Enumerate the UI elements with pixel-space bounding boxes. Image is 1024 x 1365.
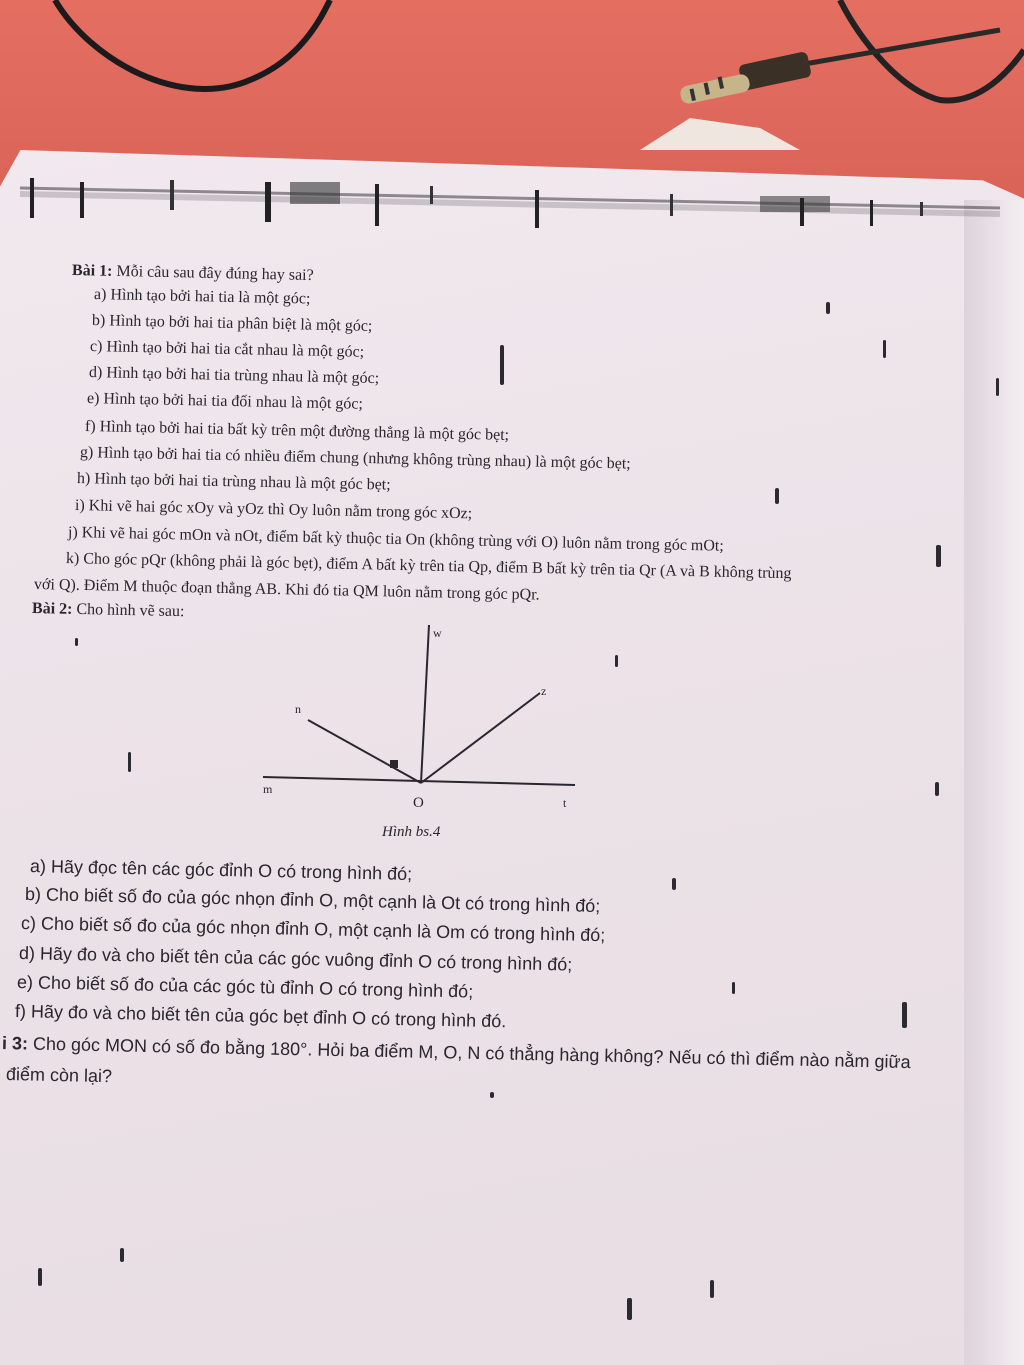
toner-speck xyxy=(732,982,735,994)
toner-speck xyxy=(128,752,131,772)
label-t: t xyxy=(563,796,567,810)
toner-speck xyxy=(672,878,676,890)
label-z: z xyxy=(541,684,547,698)
exercise-1-item-h: h) Hình tạo bởi hai tia trùng nhau là một góc bẹt; xyxy=(76,470,391,494)
label-o: O xyxy=(413,795,424,811)
exercise-3-question-cont: điểm còn lại? xyxy=(5,1064,113,1087)
exercise-1-item-d: d) Hình tạo bởi hai tia trùng nhau là một góc; xyxy=(88,364,380,388)
toner-speck xyxy=(615,655,618,667)
toner-speck xyxy=(627,1298,632,1320)
exercise-1-item-i: i) Khi vẽ hai góc xOy và yOz thì Oy luôn nằm trong góc xOz; xyxy=(74,497,473,523)
right-angle-mark xyxy=(390,760,398,768)
exercise-1-item-g: g) Hình tạo bởi hai tia có nhiều điểm chung (nhưng không trùng nhau) là một góc bẹt; xyxy=(79,444,631,473)
exercise-1-item-j: j) Khi vẽ hai góc mOn và nOt, điểm bất kỳ thuộc tia On (không trùng với O) luôn nằm trong góc mOt; xyxy=(67,524,724,555)
exercise-3-label: i 3: xyxy=(1,1033,29,1054)
toner-speck xyxy=(883,340,886,358)
toner-speck xyxy=(902,1002,907,1028)
toner-speck xyxy=(120,1248,124,1262)
toner-speck xyxy=(75,638,78,646)
exercise-1-item-k: k) Cho góc pQr (không phải là góc bẹt), điểm A bất kỳ trên tia Qp, điểm B bất kỳ trên tia Qr (A và B không trùng xyxy=(65,550,792,583)
exercise-2-item-f: f) Hãy đo và cho biết tên của góc bẹt đỉnh O có trong hình đó. xyxy=(14,1001,507,1032)
label-w: w xyxy=(433,626,442,640)
exercise-2-title xyxy=(32,600,185,621)
label-m: m xyxy=(263,782,273,796)
exercise-2-item-e: e) Cho biết số đo của các góc tù đỉnh O có trong hình đó; xyxy=(16,972,474,1002)
exercise-2-item-c: c) Cho biết số đo của góc nhọn đỉnh O, một cạnh là Om có trong hình đó; xyxy=(20,913,606,946)
exercise-3-question: Cho góc MON có số đo bằng 180°. Hỏi ba điểm M, O, N có thẳng hàng không? Nếu có thì điểm nào nằm giữa xyxy=(27,1033,911,1073)
exercise-1-item-k-cont: với Q). Điểm M thuộc đoạn thẳng AB. Khi đó tia QM luôn nằm trong góc pQr. xyxy=(33,576,540,604)
exercise-2-prompt: Cho hình vẽ sau: xyxy=(72,600,185,621)
exercise-1-item-a: a) Hình tạo bởi hai tia là một góc; xyxy=(93,286,311,308)
figure-caption: Hình bs.4 xyxy=(382,824,441,840)
toner-speck xyxy=(935,782,939,796)
exercise-1-item-b: b) Hình tạo bởi hai tia phân biệt là một góc; xyxy=(91,312,373,335)
ray-o-n xyxy=(308,720,421,783)
toner-speck xyxy=(500,345,504,385)
toner-speck xyxy=(936,545,941,567)
toner-speck xyxy=(38,1268,42,1286)
label-n: n xyxy=(295,702,301,716)
exercise-1-label: Bài 1: xyxy=(71,262,113,280)
exercise-2-item-a: a) Hãy đọc tên các góc đỉnh O có trong hình đó; xyxy=(29,856,413,885)
toner-speck xyxy=(826,302,830,314)
toner-speck xyxy=(996,378,999,396)
ray-o-z xyxy=(421,693,540,783)
toner-speck xyxy=(490,1092,494,1098)
exercise-1-item-c: c) Hình tạo bởi hai tia cắt nhau là một góc; xyxy=(89,338,365,361)
exercise-1-title xyxy=(72,262,314,285)
exercise-2-item-b: b) Cho biết số đo của góc nhọn đỉnh O, một cạnh là Ot có trong hình đó; xyxy=(24,884,601,917)
angle-figure xyxy=(255,615,595,825)
exercise-1-question: Mỗi câu sau đây đúng hay sai? xyxy=(112,262,314,285)
exercise-1-item-e: e) Hình tạo bởi hai tia đối nhau là một góc; xyxy=(86,390,364,413)
toner-speck xyxy=(775,488,779,504)
exercise-2-item-d: d) Hãy đo và cho biết tên của các góc vuông đỉnh O có trong hình đó; xyxy=(18,943,573,975)
exercise-1-item-f: f) Hình tạo bởi hai tia bất kỳ trên một đường thẳng là một góc bẹt; xyxy=(84,418,510,444)
ray-o-w xyxy=(421,625,429,783)
exercise-2-label: Bài 2: xyxy=(31,600,73,618)
toner-speck xyxy=(710,1280,714,1298)
exercise-3-title xyxy=(2,1033,911,1073)
